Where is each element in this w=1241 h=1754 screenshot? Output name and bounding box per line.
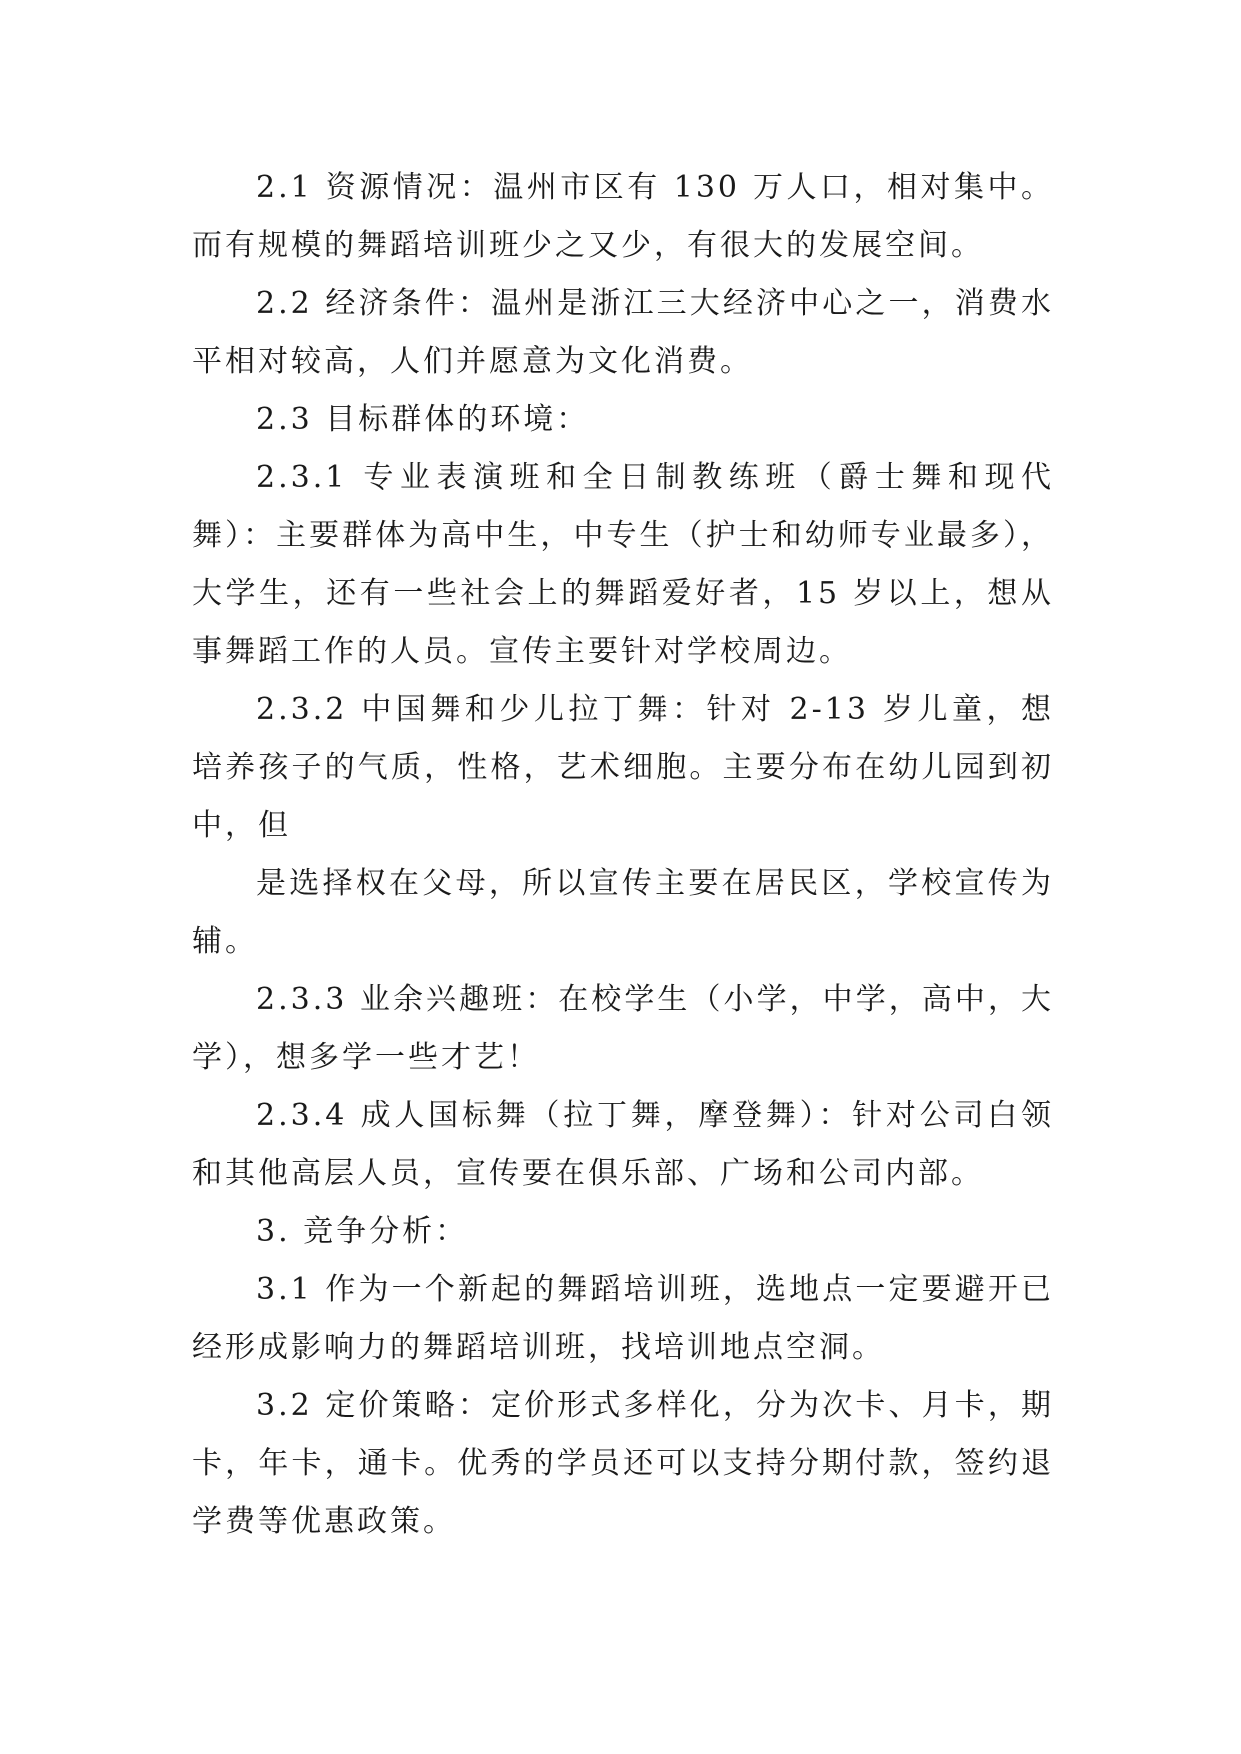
paragraph-kids-dance: 2.3.2 中国舞和少儿拉丁舞：针对 2-13 岁儿童，想培养孩子的气质，性格，艺术细胞。主要分布在幼儿园到初中，但 <box>192 692 1054 843</box>
paragraph-adult-ballroom: 2.3.4 成人国标舞（拉丁舞，摩登舞）：针对公司白领和其他高层人员，宣传要在俱乐部、广场和公司内部。 <box>192 1098 1054 1191</box>
paragraph-competition: 3. 竞争分析： <box>256 1214 469 1249</box>
document-body <box>192 159 1054 1551</box>
paragraph-pro-class: 2.3.1 专业表演班和全日制教练班（爵士舞和现代舞）：主要群体为高中生，中专生（护士和幼师专业最多），大学生，还有一些社会上的舞蹈爱好者，15 岁以上，想从事舞蹈工作的人员。宣传主要针对学校周边。 <box>192 460 1054 669</box>
paragraph-location: 3.1 作为一个新起的舞蹈培训班，选地点一定要避开已经形成影响力的舞蹈培训班，找培训地点空洞。 <box>192 1272 1054 1365</box>
paragraph-kids-dance-cont: 是选择权在父母，所以宣传主要在居民区，学校宣传为辅。 <box>192 866 1054 959</box>
paragraph-target-groups: 2.3 目标群体的环境： <box>256 402 590 437</box>
paragraph-pricing: 3.2 定价策略：定价形式多样化，分为次卡、月卡，期卡，年卡，通卡。优秀的学员还可以支持分期付款，签约退学费等优惠政策。 <box>192 1388 1054 1539</box>
paragraph-resources: 2.1 资源情况：温州市区有 130 万人口，相对集中。而有规模的舞蹈培训班少之又少，有很大的发展空间。 <box>192 170 1054 263</box>
paragraph-economy: 2.2 经济条件：温州是浙江三大经济中心之一，消费水平相对较高，人们并愿意为文化消费。 <box>192 286 1054 379</box>
paragraph-hobby-class: 2.3.3 业余兴趣班：在校学生（小学，中学，高中，大学），想多学一些才艺！ <box>192 982 1054 1075</box>
